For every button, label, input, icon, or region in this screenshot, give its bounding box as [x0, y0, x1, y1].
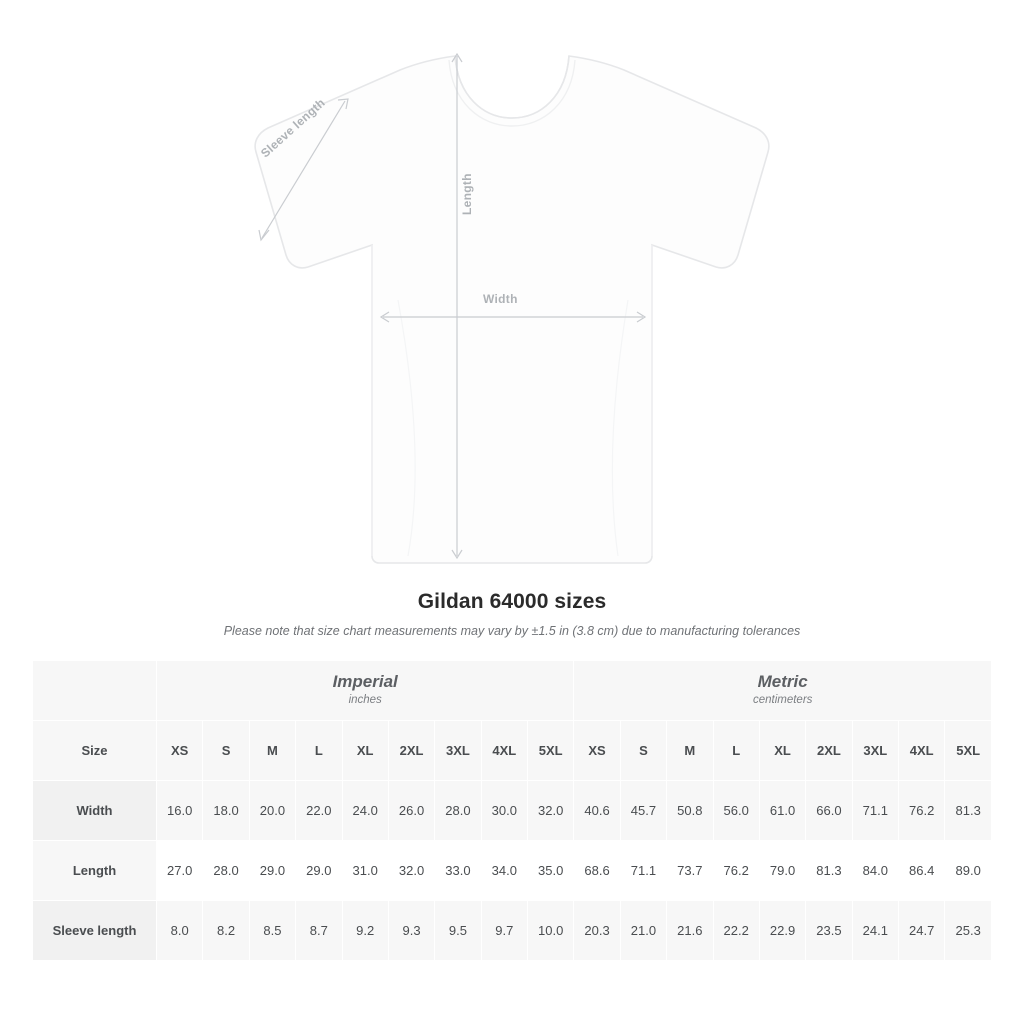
- cell-sleeve-metric-3xl: 24.1: [852, 901, 898, 961]
- size-table: [32, 660, 992, 961]
- length-label: Length: [460, 173, 474, 215]
- cell-width-metric-3xl: 71.1: [852, 781, 898, 841]
- cell-width-metric-l: 56.0: [713, 781, 759, 841]
- cell-sleeve-metric-m: 21.6: [667, 901, 713, 961]
- cell-length-metric-l: 76.2: [713, 841, 759, 901]
- cell-length-metric-xl: 79.0: [759, 841, 805, 901]
- cell-width-metric-m: 50.8: [667, 781, 713, 841]
- size-header-imperial-xs: XS: [157, 721, 203, 781]
- cell-sleeve-metric-xs: 20.3: [574, 901, 620, 961]
- size-header-metric-5xl: 5XL: [945, 721, 992, 781]
- cell-width-imperial-xl: 24.0: [342, 781, 388, 841]
- cell-length-imperial-5xl: 35.0: [528, 841, 574, 901]
- cell-width-imperial-l: 22.0: [296, 781, 342, 841]
- table-corner-cell: [33, 661, 157, 721]
- cell-sleeve-imperial-5xl: 10.0: [528, 901, 574, 961]
- cell-length-imperial-2xl: 32.0: [388, 841, 434, 901]
- unit-header-row: [33, 661, 992, 721]
- unit-group-metric: [574, 661, 992, 721]
- page-title: Gildan 64000 sizes: [417, 590, 607, 613]
- cell-width-imperial-m: 20.0: [249, 781, 295, 841]
- row-label-length: Length: [33, 841, 157, 901]
- cell-sleeve-imperial-xs: 8.0: [157, 901, 203, 961]
- cell-width-metric-xl: 61.0: [759, 781, 805, 841]
- cell-sleeve-imperial-xl: 9.2: [342, 901, 388, 961]
- table-row: [33, 841, 992, 901]
- unit-group-metric-unit: centimeters: [752, 693, 813, 706]
- size-header-metric-xl: XL: [759, 721, 805, 781]
- cell-sleeve-metric-s: 21.0: [620, 901, 666, 961]
- size-header-label: Size: [33, 721, 157, 781]
- size-header-metric-3xl: 3XL: [852, 721, 898, 781]
- unit-group-imperial-name: Imperial: [332, 672, 398, 692]
- size-header-imperial-3xl: 3XL: [435, 721, 481, 781]
- cell-length-imperial-xl: 31.0: [342, 841, 388, 901]
- cell-length-metric-4xl: 86.4: [899, 841, 945, 901]
- unit-group-imperial: [157, 661, 574, 721]
- cell-sleeve-imperial-m: 8.5: [249, 901, 295, 961]
- cell-width-imperial-xs: 16.0: [157, 781, 203, 841]
- cell-sleeve-metric-5xl: 25.3: [945, 901, 992, 961]
- cell-length-imperial-l: 29.0: [296, 841, 342, 901]
- cell-length-imperial-4xl: 34.0: [481, 841, 527, 901]
- cell-length-imperial-s: 28.0: [203, 841, 249, 901]
- width-label: Width: [483, 292, 518, 306]
- chart-header: [0, 590, 1024, 638]
- cell-sleeve-imperial-4xl: 9.7: [481, 901, 527, 961]
- row-label-sleeve-length: Sleeve length: [33, 901, 157, 961]
- cell-length-imperial-xs: 27.0: [157, 841, 203, 901]
- sleeve-length-label: Sleeve length: [258, 95, 328, 161]
- size-header-imperial-l: L: [296, 721, 342, 781]
- unit-group-metric-name: Metric: [757, 672, 808, 692]
- size-header-imperial-4xl: 4XL: [481, 721, 527, 781]
- cell-width-metric-s: 45.7: [620, 781, 666, 841]
- size-header-metric-4xl: 4XL: [899, 721, 945, 781]
- cell-width-imperial-s: 18.0: [203, 781, 249, 841]
- size-header-metric-l: L: [713, 721, 759, 781]
- cell-sleeve-metric-4xl: 24.7: [899, 901, 945, 961]
- cell-width-metric-5xl: 81.3: [945, 781, 992, 841]
- cell-width-imperial-4xl: 30.0: [481, 781, 527, 841]
- size-header-metric-m: M: [667, 721, 713, 781]
- size-header-imperial-s: S: [203, 721, 249, 781]
- cell-sleeve-imperial-s: 8.2: [203, 901, 249, 961]
- unit-group-imperial-unit: inches: [348, 693, 382, 706]
- cell-length-metric-xs: 68.6: [574, 841, 620, 901]
- size-header-metric-s: S: [620, 721, 666, 781]
- size-header-row: [33, 721, 992, 781]
- size-header-imperial-2xl: 2XL: [388, 721, 434, 781]
- table-row: [33, 901, 992, 961]
- cell-length-metric-5xl: 89.0: [945, 841, 992, 901]
- cell-sleeve-imperial-3xl: 9.5: [435, 901, 481, 961]
- cell-width-imperial-3xl: 28.0: [435, 781, 481, 841]
- size-table-wrapper: [32, 660, 992, 961]
- size-header-imperial-m: M: [249, 721, 295, 781]
- cell-sleeve-imperial-2xl: 9.3: [388, 901, 434, 961]
- cell-length-imperial-3xl: 33.0: [435, 841, 481, 901]
- size-header-imperial-xl: XL: [342, 721, 388, 781]
- row-label-width: Width: [33, 781, 157, 841]
- cell-width-metric-4xl: 76.2: [899, 781, 945, 841]
- size-header-metric-xs: XS: [574, 721, 620, 781]
- cell-length-metric-2xl: 81.3: [806, 841, 852, 901]
- cell-sleeve-imperial-l: 8.7: [296, 901, 342, 961]
- cell-sleeve-metric-l: 22.2: [713, 901, 759, 961]
- cell-width-metric-2xl: 66.0: [806, 781, 852, 841]
- cell-width-imperial-2xl: 26.0: [388, 781, 434, 841]
- cell-width-imperial-5xl: 32.0: [528, 781, 574, 841]
- cell-length-metric-s: 71.1: [620, 841, 666, 901]
- cell-length-imperial-m: 29.0: [249, 841, 295, 901]
- size-header-metric-2xl: 2XL: [806, 721, 852, 781]
- cell-width-metric-xs: 40.6: [574, 781, 620, 841]
- cell-sleeve-metric-xl: 22.9: [759, 901, 805, 961]
- cell-length-metric-m: 73.7: [667, 841, 713, 901]
- cell-sleeve-metric-2xl: 23.5: [806, 901, 852, 961]
- table-row: [33, 781, 992, 841]
- tolerance-note: Please note that size chart measurements may vary by ±1.5 in (3.8 cm) due to manufacturing tolerances: [223, 624, 801, 638]
- cell-length-metric-3xl: 84.0: [852, 841, 898, 901]
- size-header-imperial-5xl: 5XL: [528, 721, 574, 781]
